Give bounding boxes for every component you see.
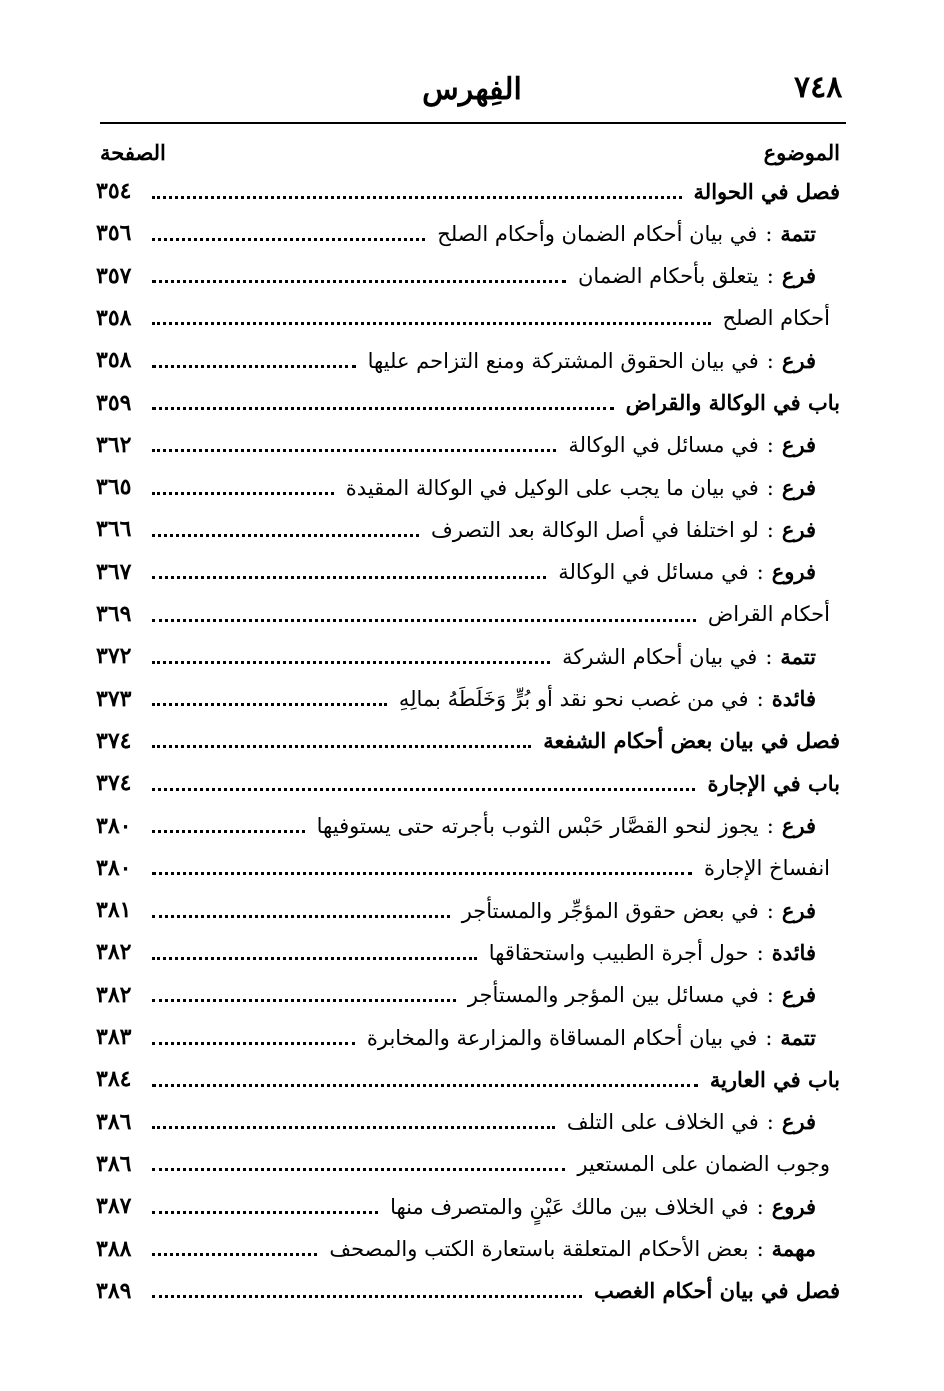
toc-entry-page-number: ٣٨٩ [96, 1277, 132, 1304]
toc-entry [96, 635, 840, 677]
toc-entry-topic [694, 179, 840, 204]
dot-leader [152, 576, 546, 579]
toc-entry [96, 339, 840, 381]
dot-leader [152, 238, 425, 241]
toc-entry-topic [468, 982, 816, 1007]
toc-entry-topic [329, 1236, 816, 1261]
toc-entry-topic [707, 771, 840, 796]
toc-entry-title: أحكام القراض [707, 602, 830, 626]
toc-entry-prefix: فرع [781, 1109, 816, 1135]
toc-entry-title: يجوز لنحو القصَّار حَبْس الثوب بأجرته حتى يستوفيها [316, 814, 759, 838]
toc-entry-separator: : [766, 1110, 774, 1135]
toc-entry-topic [368, 348, 816, 373]
toc-entry-page-number: ٣٥٨ [96, 304, 132, 331]
toc-entry-page-number: ٣٨٣ [96, 1024, 132, 1050]
running-title: الفِهرس [422, 72, 522, 107]
toc-entry-title: في بيان أحكام المساقاة والمزارعة والمخابرة [366, 1025, 758, 1050]
toc-entry-topic [568, 432, 816, 457]
toc-entry-prefix: فرع [781, 474, 816, 500]
toc-entry [96, 720, 840, 762]
dot-leader [152, 999, 456, 1002]
dot-leader [152, 1168, 565, 1171]
toc-entry [96, 1016, 840, 1058]
toc-entry [96, 593, 840, 635]
toc-entry-title: في بيان أحكام الشركة [562, 644, 758, 669]
toc-entry-separator: : [765, 221, 773, 246]
toc-entry-page-number: ٣٦٢ [96, 431, 132, 458]
toc-entry-topic [462, 898, 816, 923]
dot-leader [152, 957, 477, 960]
toc-entry-prefix: فرع [781, 263, 816, 289]
dot-leader [152, 196, 682, 199]
toc-entry-title: في بيان أحكام الضمان وأحكام الصلح [437, 221, 758, 246]
toc-entry-separator: : [765, 1025, 773, 1050]
toc-entry-separator: : [756, 1194, 764, 1219]
toc-entry-page-number: ٣٦٩ [96, 601, 132, 627]
toc-entry-title: في بعض حقوق المؤجِّر والمستأجر [461, 898, 759, 923]
toc-entry-topic [578, 263, 816, 288]
toc-entry-prefix: فرع [781, 347, 816, 373]
toc-entry [96, 1228, 840, 1270]
toc-entry-prefix: فرع [781, 982, 816, 1008]
column-header-page: الصفحة [100, 140, 166, 165]
dot-leader [152, 407, 614, 410]
dot-leader [152, 1211, 378, 1214]
toc-entry-separator: : [766, 983, 774, 1008]
toc-entry-page-number: ٣٨٨ [96, 1235, 132, 1262]
toc-entry [96, 466, 840, 508]
toc-entry-separator: : [756, 687, 764, 712]
toc-entry-title: في الخلاف على التلف [566, 1110, 759, 1135]
toc-entry-prefix: فرع [781, 516, 816, 542]
toc-entry-topic [367, 1025, 816, 1050]
dot-leader [152, 788, 695, 791]
toc-entry [96, 1143, 840, 1185]
toc-entry [96, 889, 840, 931]
toc-entry-page-number: ٣٨٧ [96, 1193, 132, 1220]
toc-entry-page-number: ٣٨٠ [96, 812, 132, 839]
dot-leader [152, 280, 566, 283]
toc-entry-topic [704, 856, 830, 880]
toc-entry-title: وجوب الضمان على المستعير [577, 1151, 830, 1176]
toc-entry-topic [710, 1067, 840, 1092]
dot-leader [152, 365, 356, 368]
toc-entry-title: فصل في بيان أحكام الغصب [594, 1278, 840, 1304]
toc-entry [96, 974, 840, 1016]
toc-entry-title: باب في الوكالة والقراض [625, 390, 840, 415]
toc-entry-separator: : [756, 940, 764, 965]
toc-entry-topic [543, 728, 840, 753]
toc-entry-separator: : [766, 433, 774, 458]
dot-leader [152, 1126, 555, 1129]
toc-entry-title: باب في العارية [709, 1066, 840, 1092]
dot-leader [152, 534, 419, 537]
toc-entry-prefix: فائدة [771, 686, 816, 712]
dot-leader [152, 1295, 582, 1298]
toc-entry-page-number: ٣٧٤ [96, 770, 132, 797]
toc-entry-page-number: ٣٥٧ [96, 262, 132, 289]
toc-entry-topic [437, 221, 816, 246]
dot-leader [152, 703, 387, 706]
toc-entry-page-number: ٣٨٦ [96, 1150, 132, 1177]
toc-entry-separator: : [766, 517, 774, 542]
toc-entry-separator: : [766, 475, 774, 500]
toc-entry-prefix: تتمة [780, 643, 816, 669]
toc-entry-page-number: ٣٥٦ [96, 220, 132, 247]
toc-entry-page-number: ٣٥٩ [96, 389, 132, 416]
toc-entry-title: في مسائل في الوكالة [558, 560, 749, 585]
dot-leader [152, 1253, 317, 1256]
toc-entry [96, 424, 840, 466]
toc-entry [96, 255, 840, 297]
toc-entry-prefix: تتمة [780, 220, 816, 246]
toc-entry-title: في مسائل بين المؤجر والمستأجر [467, 983, 759, 1008]
dot-leader [152, 322, 711, 325]
toc-entry-title: فصل في بيان بعض أحكام الشفعة [543, 728, 840, 754]
toc-entry-topic [708, 602, 830, 626]
toc-entry-topic [317, 813, 816, 838]
toc-entry-title: في من غصب نحو نقد أو بُرٍّ وَخَلَطَهُ بمالِهِ [398, 687, 749, 712]
header-rule [100, 122, 846, 124]
toc-entry-topic [626, 390, 840, 415]
dot-leader [152, 830, 305, 833]
toc-entry-title: أحكام الصلح [722, 305, 830, 330]
toc-entry-prefix: فرع [781, 432, 816, 458]
column-header-topic: الموضوع [763, 140, 840, 165]
toc-entry-prefix: فائدة [771, 939, 816, 965]
toc-entry-page-number: ٣٦٧ [96, 558, 132, 585]
toc-entry-topic [489, 940, 816, 965]
toc-entry-topic [594, 1278, 840, 1303]
toc-entry [96, 212, 840, 254]
toc-entry-page-number: ٣٨٦ [96, 1108, 132, 1135]
toc-entry-page-number: ٣٧٣ [96, 685, 132, 712]
toc-entry [96, 297, 840, 339]
toc-entry-title: في بيان ما يجب على الوكيل في الوكالة المقيدة [345, 475, 759, 500]
toc-entry-topic [399, 686, 816, 711]
toc-entry [96, 551, 840, 593]
toc-entry-page-number: ٣٨١ [96, 897, 132, 924]
toc-entry-title: حول أجرة الطبيب واستحقاقها [488, 940, 749, 965]
toc-entry-topic [390, 1194, 816, 1219]
toc-entry-page-number: ٣٦٦ [96, 516, 132, 543]
toc-entry [96, 847, 840, 889]
toc-entry-prefix: تتمة [780, 1024, 816, 1050]
toc-entry-page-number: ٣٥٤ [96, 178, 132, 204]
toc-entry-title: بعض الأحكام المتعلقة باستعارة الكتب والمصحف [329, 1237, 749, 1261]
toc-entry-topic [431, 517, 816, 542]
dot-leader [152, 449, 556, 452]
toc-entry-page-number: ٣٨٢ [96, 939, 132, 966]
dot-leader [152, 1084, 698, 1087]
toc-entry [96, 1185, 840, 1227]
toc-entry-topic [723, 306, 830, 330]
toc-entry-separator: : [766, 898, 774, 923]
page-number: ٧٤٨ [794, 70, 843, 105]
toc-entry-separator: : [766, 264, 774, 289]
toc-entry [96, 931, 840, 973]
toc-entry-title: في بيان الحقوق المشتركة ومنع التزاحم عليها [367, 348, 759, 373]
dot-leader [152, 915, 450, 918]
toc-entry [96, 170, 840, 212]
toc-entry-separator: : [766, 348, 774, 373]
toc-entry [96, 1101, 840, 1143]
toc-entry-separator: : [765, 644, 773, 669]
toc-entry-separator: : [756, 1237, 764, 1261]
toc-entry-title: لو اختلفا في أصل الوكالة بعد التصرف [430, 517, 759, 542]
toc-entry-prefix: مهمة [771, 1236, 816, 1261]
toc-entry-separator: : [756, 560, 764, 585]
toc-entry-topic [567, 1109, 816, 1134]
toc-entry-title: يتعلق بأحكام الضمان [578, 264, 759, 289]
toc-entry-page-number: ٣٧٢ [96, 643, 132, 670]
toc-entry [96, 382, 840, 424]
toc-entry [96, 762, 840, 804]
dot-leader [152, 872, 692, 875]
toc-entry-page-number: ٣٦٥ [96, 474, 132, 501]
toc-entry-topic [346, 475, 816, 500]
toc-entry [96, 508, 840, 550]
toc-entry-title: فصل في الحوالة [693, 178, 840, 204]
toc-entry [96, 1270, 840, 1312]
dot-leader [152, 492, 334, 495]
dot-leader [152, 745, 531, 748]
toc-entry-page-number: ٣٨٢ [96, 981, 132, 1008]
toc-entry [96, 678, 840, 720]
toc-entry-page-number: ٣٨٠ [96, 854, 132, 881]
dot-leader [152, 1042, 355, 1045]
dot-leader [152, 619, 696, 622]
dot-leader [152, 661, 550, 664]
toc-entry-topic [577, 1152, 830, 1176]
toc-entry-prefix: فرع [781, 897, 816, 923]
toc-entry-title: في الخلاف بين مالك عَيْنٍ والمتصرف منها [390, 1194, 749, 1219]
toc-entry-page-number: ٣٨٤ [96, 1066, 132, 1093]
toc-entry [96, 1058, 840, 1100]
toc-entry-title: انفساخ الإجارة [704, 855, 830, 880]
toc-entry-prefix: فرع [781, 813, 816, 838]
toc-entry-page-number: ٣٧٤ [96, 727, 132, 754]
toc-entry-separator: : [766, 814, 774, 838]
toc-entry-topic [558, 559, 816, 584]
toc-entry-page-number: ٣٥٨ [96, 347, 132, 374]
toc-entry-prefix: فروع [771, 559, 816, 585]
toc-entry-prefix: فروع [771, 1193, 816, 1219]
toc-entry-title: في مسائل في الوكالة [568, 433, 759, 458]
toc-entry-title: باب في الإجارة [707, 770, 840, 796]
toc-entry-topic [562, 644, 816, 669]
toc-entry [96, 805, 840, 847]
